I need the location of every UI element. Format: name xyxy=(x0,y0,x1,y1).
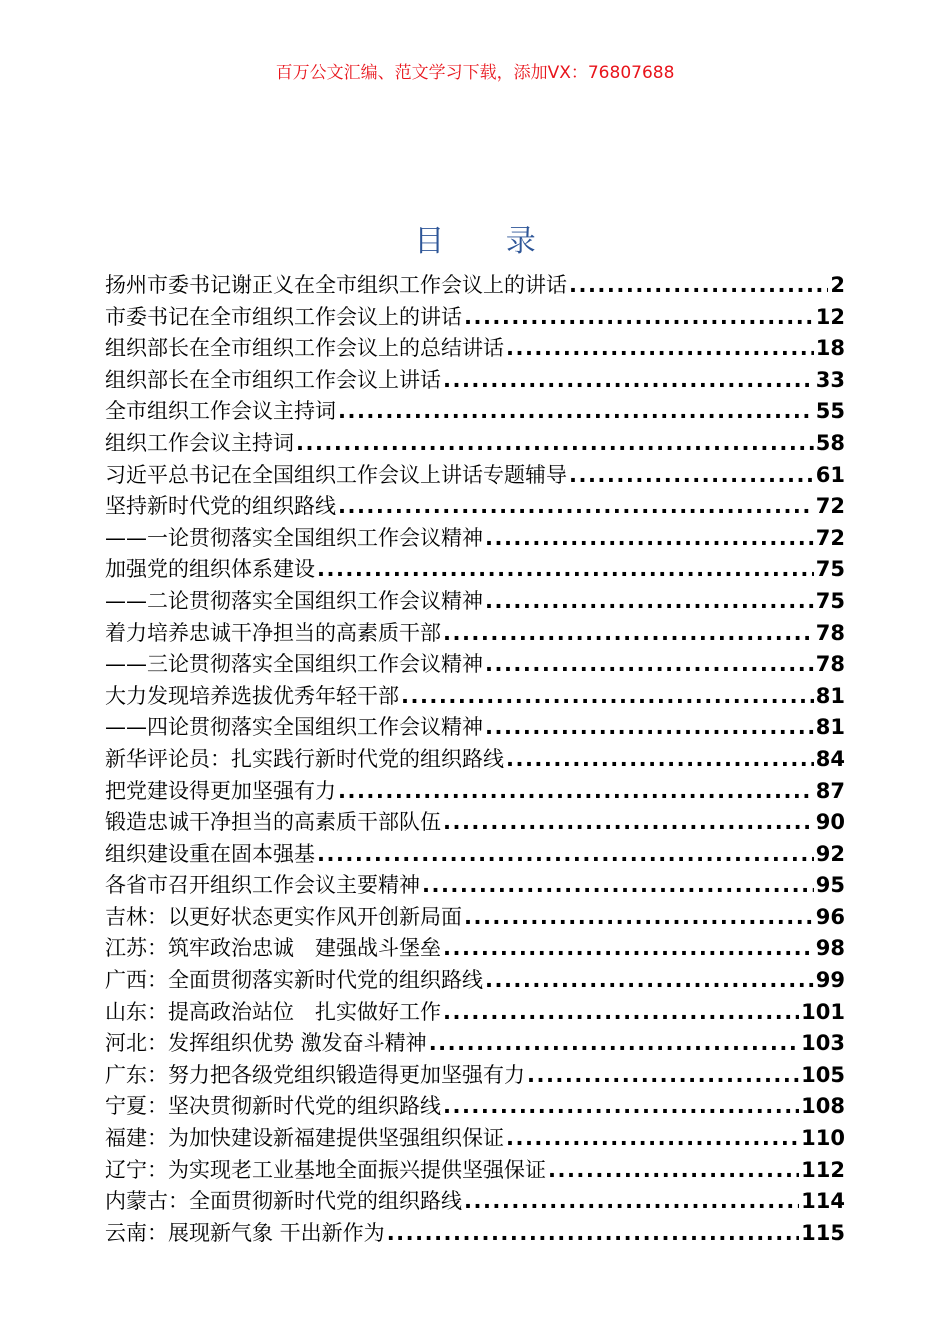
toc-entry[interactable] xyxy=(105,333,845,365)
toc-entry[interactable] xyxy=(105,933,845,965)
toc-entry-title: 锻造忠诚干净担当的高素质干部队伍 xyxy=(105,810,441,835)
toc-entry-page-number: 114 xyxy=(801,1189,845,1214)
toc-entry[interactable] xyxy=(105,1218,845,1250)
toc-entry[interactable] xyxy=(105,1155,845,1187)
toc-entry[interactable] xyxy=(105,839,845,871)
toc-entry[interactable] xyxy=(105,428,845,460)
toc-entry-page-number: 75 xyxy=(815,557,845,582)
toc-entry[interactable] xyxy=(105,870,845,902)
toc-entry-page-number: 2 xyxy=(830,273,845,297)
toc-entry-page-number: 75 xyxy=(815,588,845,613)
toc-entry-page-number: 81 xyxy=(815,683,845,708)
toc-entry-page-number: 110 xyxy=(801,1126,845,1151)
toc-dot-leader xyxy=(429,1028,799,1060)
toc-dot-leader xyxy=(443,618,814,650)
toc-entry-page-number: 72 xyxy=(815,494,845,519)
toc-entry[interactable] xyxy=(105,965,845,997)
toc-dot-leader xyxy=(506,333,814,365)
toc-dot-leader xyxy=(401,681,814,713)
toc-entry-page-number: 90 xyxy=(815,810,845,835)
toc-entry[interactable] xyxy=(105,302,845,334)
toc-dot-leader xyxy=(443,1091,799,1123)
toc-entry-page-number: 61 xyxy=(815,462,845,487)
toc-entry-title: ——三论贯彻落实全国组织工作会议精神 xyxy=(105,652,483,677)
toc-entry-page-number: 84 xyxy=(815,746,845,771)
toc-entry-page-number: 105 xyxy=(801,1062,845,1087)
toc-entry-title: ——四论贯彻落实全国组织工作会议精神 xyxy=(105,715,483,740)
toc-entry[interactable] xyxy=(105,1091,845,1123)
toc-entry[interactable] xyxy=(105,712,845,744)
toc-entry[interactable] xyxy=(105,744,845,776)
toc-entry-title: 新华评论员：扎实践行新时代党的组织路线 xyxy=(105,746,504,771)
toc-entry[interactable] xyxy=(105,1186,845,1218)
toc-dot-leader xyxy=(464,302,814,334)
toc-entry-page-number: 99 xyxy=(815,968,845,993)
toc-dot-leader xyxy=(548,1155,799,1187)
toc-entry[interactable] xyxy=(105,460,845,492)
toc-entry-title: 组织部长在全市组织工作会议上的总结讲话 xyxy=(105,336,504,361)
toc-entry-title: 福建：为加快建设新福建提供坚强组织保证 xyxy=(105,1126,504,1151)
toc-entry[interactable] xyxy=(105,807,845,839)
toc-entry-page-number: 115 xyxy=(801,1220,845,1245)
toc-entry[interactable] xyxy=(105,270,845,302)
toc-entry-page-number: 55 xyxy=(815,399,845,424)
toc-entry-title: ——一论贯彻落实全国组织工作会议精神 xyxy=(105,525,483,550)
toc-entry[interactable] xyxy=(105,523,845,555)
toc-dot-leader xyxy=(317,839,814,871)
toc-entry-page-number: 96 xyxy=(815,904,845,929)
toc-dot-leader xyxy=(387,1218,799,1250)
toc-entry-page-number: 72 xyxy=(815,525,845,550)
toc-entry-title: 河北：发挥组织优势 激发奋斗精神 xyxy=(105,1031,427,1056)
toc-dot-leader xyxy=(506,744,814,776)
toc-entry-title: 广西：全面贯彻落实新时代党的组织路线 xyxy=(105,968,483,993)
toc-entry-title: 各省市召开组织工作会议主要精神 xyxy=(105,873,420,898)
header-contact-line: 百万公文汇编、范文学习下载，添加VX：76807688 xyxy=(275,63,675,83)
toc-entry[interactable] xyxy=(105,1028,845,1060)
toc-entry-page-number: 92 xyxy=(815,841,845,866)
toc-dot-leader xyxy=(569,270,828,302)
toc-entry-title: 加强党的组织体系建设 xyxy=(105,557,315,582)
toc-entry-title: 宁夏：坚决贯彻新时代党的组织路线 xyxy=(105,1094,441,1119)
toc-dot-leader xyxy=(443,365,814,397)
toc-dot-leader xyxy=(485,712,814,744)
toc-entry-page-number: 103 xyxy=(801,1031,845,1056)
toc-dot-leader xyxy=(296,428,814,460)
toc-dot-leader xyxy=(485,965,814,997)
toc-entry-title: 江苏：筑牢政治忠诚 建强战斗堡垒 xyxy=(105,936,441,961)
toc-entry[interactable] xyxy=(105,649,845,681)
toc-entry[interactable] xyxy=(105,1123,845,1155)
toc-entry[interactable] xyxy=(105,618,845,650)
toc-entry-title: 组织工作会议主持词 xyxy=(105,430,294,455)
toc-entry[interactable] xyxy=(105,554,845,586)
toc-entry-title: 把党建设得更加坚强有力 xyxy=(105,778,336,803)
toc-entry-page-number: 95 xyxy=(815,873,845,898)
toc-entry-title: 组织建设重在固本强基 xyxy=(105,841,315,866)
toc-entry-page-number: 18 xyxy=(815,336,845,361)
table-of-contents xyxy=(105,270,845,1249)
toc-entry-title: 组织部长在全市组织工作会议上讲话 xyxy=(105,367,441,392)
toc-entry[interactable] xyxy=(105,396,845,428)
toc-entry-page-number: 108 xyxy=(801,1094,845,1119)
toc-dot-leader xyxy=(527,1060,799,1092)
toc-dot-leader xyxy=(338,776,814,808)
toc-entry-title: 习近平总书记在全国组织工作会议上讲话专题辅导 xyxy=(105,462,567,487)
toc-dot-leader xyxy=(317,554,814,586)
toc-entry-page-number: 33 xyxy=(815,367,845,392)
toc-entry-title: 着力培养忠诚干净担当的高素质干部 xyxy=(105,620,441,645)
toc-dot-leader xyxy=(485,586,814,618)
toc-entry[interactable] xyxy=(105,997,845,1029)
toc-entry-page-number: 87 xyxy=(815,778,845,803)
toc-entry-title: 广东：努力把各级党组织锻造得更加坚强有力 xyxy=(105,1062,525,1087)
toc-entry[interactable] xyxy=(105,491,845,523)
toc-dot-leader xyxy=(485,523,814,555)
toc-entry-title: 市委书记在全市组织工作会议上的讲话 xyxy=(105,304,462,329)
toc-entry-page-number: 112 xyxy=(801,1157,845,1182)
toc-dot-leader xyxy=(569,460,814,492)
page-title: 目 录 xyxy=(414,224,562,259)
toc-entry[interactable] xyxy=(105,902,845,934)
toc-entry-title: 扬州市委书记谢正义在全市组织工作会议上的讲话 xyxy=(105,273,567,297)
toc-entry-title: 全市组织工作会议主持词 xyxy=(105,399,336,424)
toc-entry-page-number: 98 xyxy=(815,936,845,961)
toc-entry-title: 坚持新时代党的组织路线 xyxy=(105,494,336,519)
toc-entry[interactable] xyxy=(105,681,845,713)
toc-entry[interactable] xyxy=(105,365,845,397)
toc-entry-page-number: 101 xyxy=(801,999,845,1024)
toc-entry[interactable] xyxy=(105,776,845,808)
toc-entry-page-number: 78 xyxy=(815,620,845,645)
toc-dot-leader xyxy=(422,870,814,902)
toc-entry-title: 大力发现培养选拔优秀年轻干部 xyxy=(105,683,399,708)
toc-dot-leader xyxy=(464,902,814,934)
toc-dot-leader xyxy=(338,396,814,428)
toc-entry-title: 内蒙古：全面贯彻新时代党的组织路线 xyxy=(105,1189,462,1214)
toc-entry-title: 云南：展现新气象 干出新作为 xyxy=(105,1220,385,1245)
toc-entry-title: 吉林：以更好状态更实作风开创新局面 xyxy=(105,904,462,929)
toc-entry-page-number: 78 xyxy=(815,652,845,677)
toc-dot-leader xyxy=(506,1123,799,1155)
toc-dot-leader xyxy=(464,1186,799,1218)
toc-entry-page-number: 12 xyxy=(815,304,845,329)
toc-dot-leader xyxy=(443,933,814,965)
toc-dot-leader xyxy=(338,491,814,523)
toc-dot-leader xyxy=(485,649,814,681)
toc-entry-title: ——二论贯彻落实全国组织工作会议精神 xyxy=(105,588,483,613)
toc-entry-page-number: 58 xyxy=(815,430,845,455)
toc-entry-title: 山东：提高政治站位 扎实做好工作 xyxy=(105,999,441,1024)
toc-entry[interactable] xyxy=(105,1060,845,1092)
toc-entry[interactable] xyxy=(105,586,845,618)
toc-dot-leader xyxy=(443,807,814,839)
toc-entry-title: 辽宁：为实现老工业基地全面振兴提供坚强保证 xyxy=(105,1157,546,1182)
toc-entry-page-number: 81 xyxy=(815,715,845,740)
toc-dot-leader xyxy=(443,997,799,1029)
